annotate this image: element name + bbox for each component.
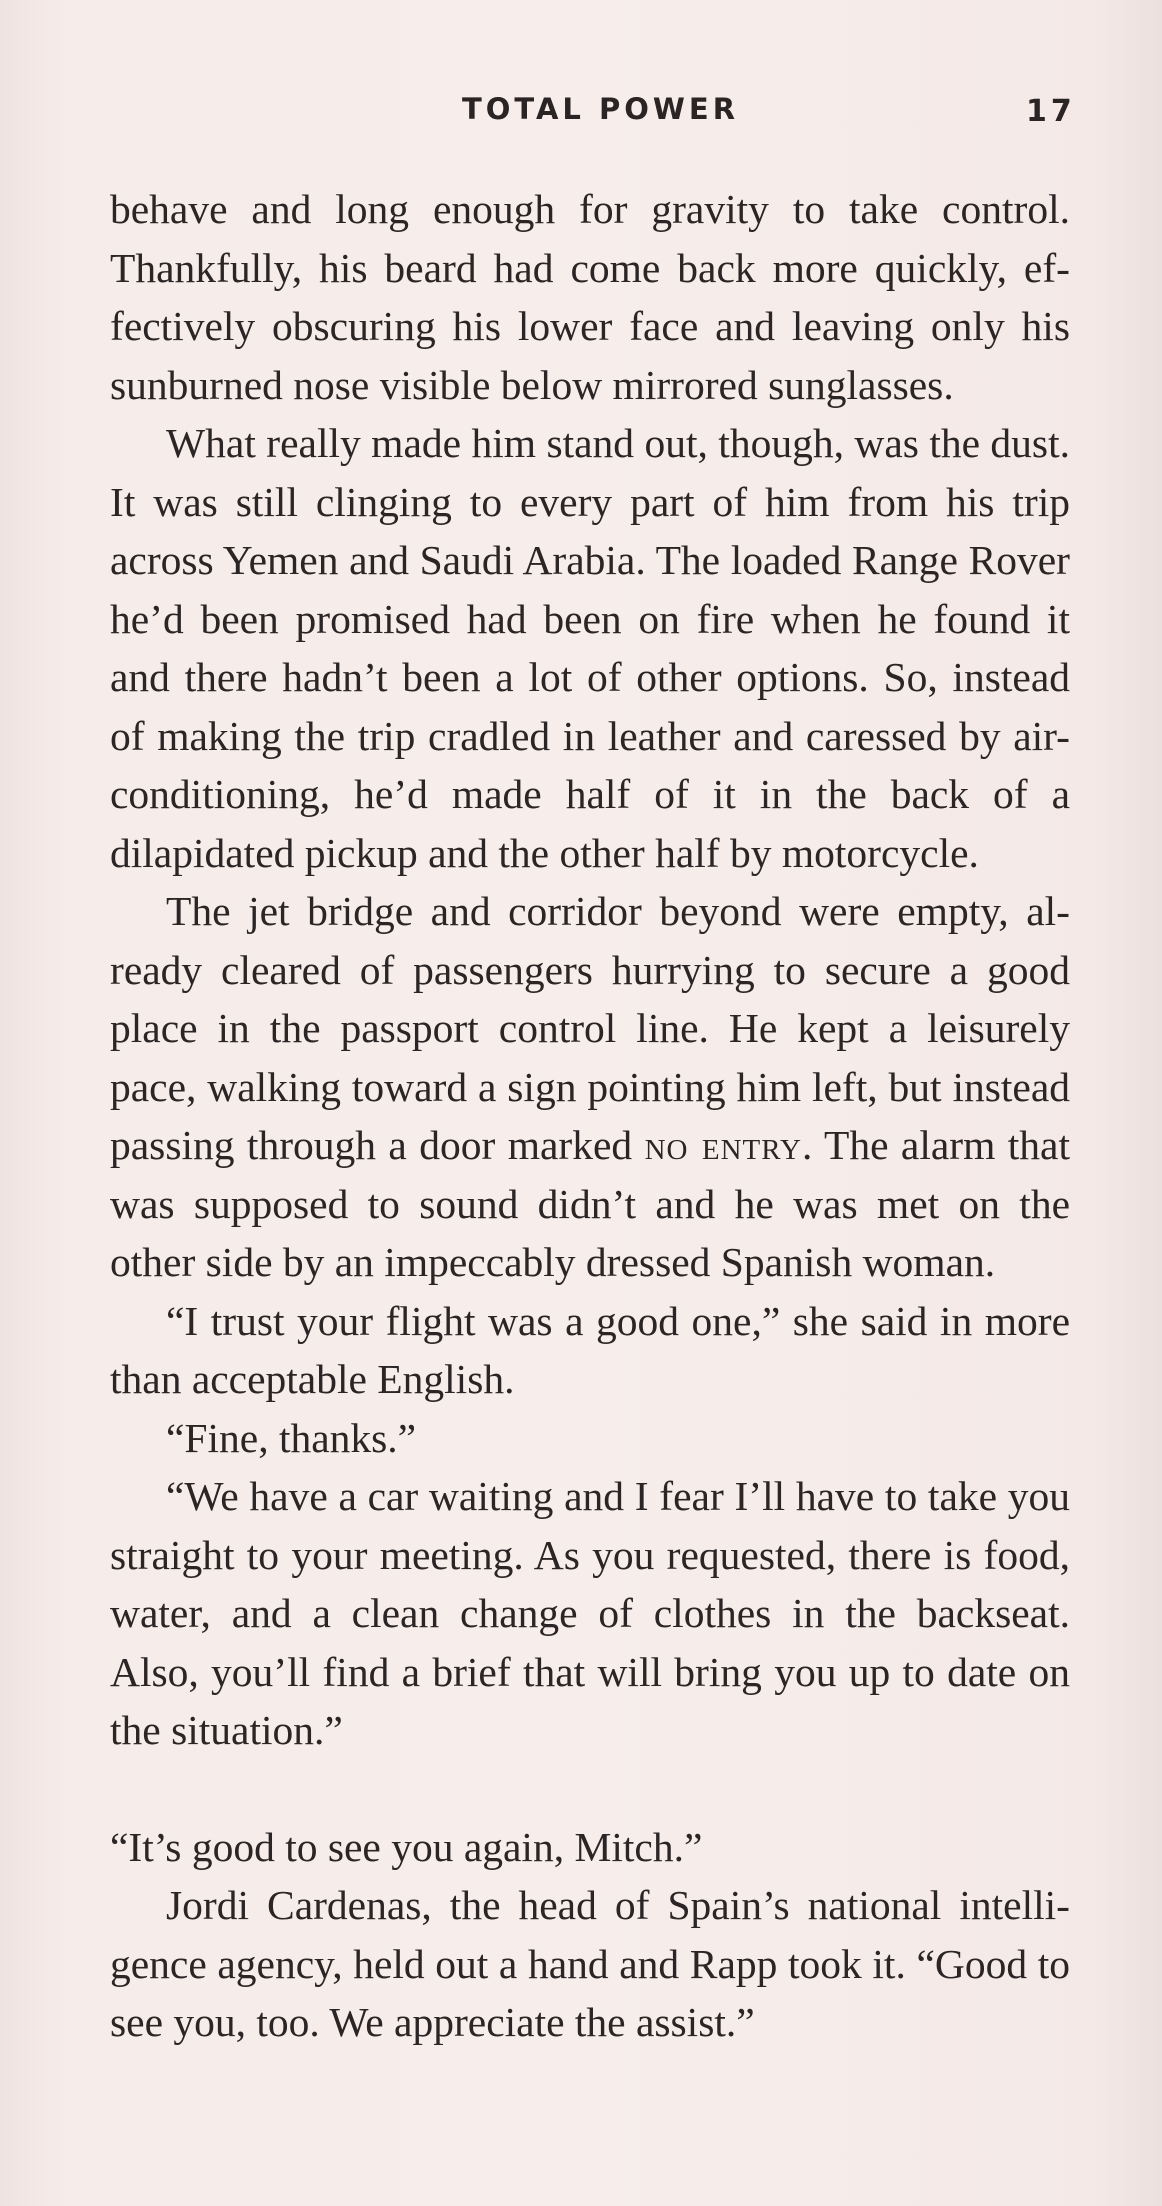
running-header-title: TOTAL POWER	[462, 92, 740, 126]
paragraph	[110, 882, 1070, 1292]
paragraph-text: . The alarm that was supposed to sound didn’t and he was met on the other side by an impeccably dressed Spanish woman.	[110, 1122, 1071, 1285]
section-break	[110, 1760, 1070, 1818]
paragraph: “It’s good to see you again, Mitch.”	[110, 1823, 703, 1870]
page-number: 17	[1026, 94, 1076, 129]
paragraph: “I trust your flight was a good one,” she said in more than acceptable English.	[110, 1297, 1070, 1402]
paragraph: Jordi Cardenas, the head of Spain’s national intelligence agency, held out a hand and Rapp took it. “Good to see you, too. We appreciate the assist.”	[110, 1882, 1070, 2045]
paragraph-text: The jet bridge and corridor beyond were empty, already cleared of passengers hurrying to secure a good place in the passport control line. He kept a leisurely pace, walking toward a sign pointing him left, but instead passing through a door marked	[110, 888, 1070, 1168]
paragraph: “We have a car waiting and I fear I’ll have to take you straight to your meeting. As you requested, there is food, water, and a clean change of clothes in the backseat. Also, you’ll find a brief that will bring you up to date on the situation.”	[110, 1473, 1070, 1753]
paragraph: behave and long enough for gravity to take control. Thankfully, his beard had come back more quickly, effectively obscuring his lower face and leaving only his sunburned nose visible below mirrored sunglasses.	[110, 186, 1070, 408]
door-sign-text: no entry	[644, 1122, 802, 1168]
paragraph: What really made him stand out, though, was the dust. It was still clinging to every part of him from his trip across Yemen and Saudi Arabia. The loaded Range Rover he’d been promised had been on fire when he found it and there hadn’t been a lot of other options. So, instead of making the trip cradled in leather and caressed by air-conditioning, he’d made half of it in the back of a dilapidated pickup and the other half by motorcycle.	[110, 420, 1070, 876]
body-text	[110, 180, 1070, 2052]
paragraph: “Fine, thanks.”	[166, 1414, 417, 1461]
